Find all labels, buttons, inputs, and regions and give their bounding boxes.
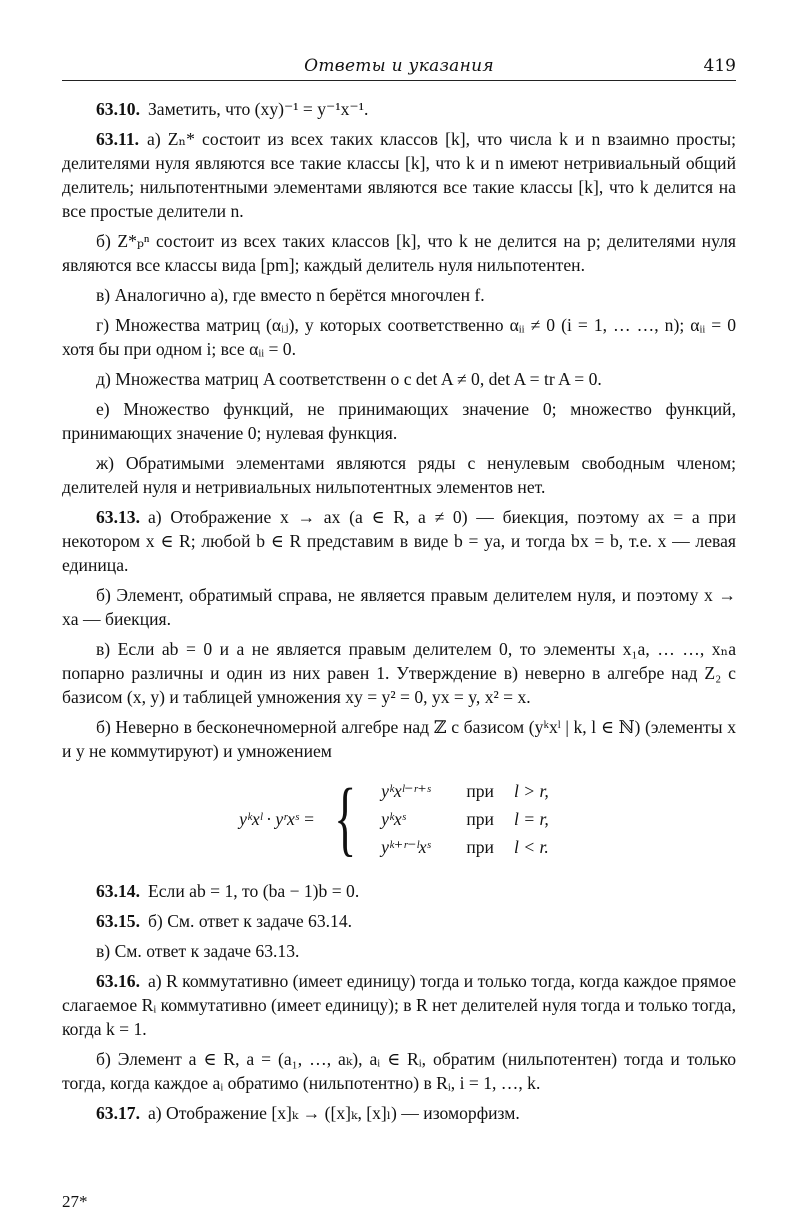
- formula-case-expr: yᵏxˡ⁻ʳ⁺ˢ: [381, 781, 431, 801]
- answer-text: а) R коммутативно (имеет единицу) тогда и только тогда, когда каждое прямое слагаемое Rᵢ коммутативно (имеет единицу); в R нет делителей нуля тогда и только тогда, когда k = 1.: [62, 971, 737, 1039]
- answer-text: б) См. ответ к задаче 63.14.: [147, 911, 353, 931]
- answer-paragraph: [62, 505, 736, 577]
- problem-number: 63.10.: [96, 99, 140, 119]
- formula-case-word: при: [466, 809, 494, 829]
- problem-number: 63.13.: [96, 507, 140, 527]
- page-number: 419: [703, 56, 736, 76]
- answer-paragraph: [62, 939, 736, 963]
- answer-paragraph: [62, 715, 736, 763]
- answer-text: б) Элемент a ∈ R, a = (a₁, …, aₖ), aᵢ ∈ Rᵢ, обратим (нильпотентен) тогда и только тогда, когда каждое aᵢ обратимо (нильпотентно) в Rᵢ, i = 1, …, k.: [62, 1049, 736, 1093]
- header-title: Ответы и указания: [304, 56, 494, 76]
- answer-text: е) Множество функций, не принимающих значение 0; множество функций, принимающих значение 0; нулевая функция.: [62, 399, 736, 443]
- answer-text: в) Аналогично а), где вместо n берётся многочлен f.: [96, 285, 485, 305]
- signature-mark: 27*: [62, 1192, 88, 1211]
- answer-paragraph: [62, 909, 736, 933]
- answers-block-2: [62, 879, 736, 1125]
- answer-paragraph: [62, 879, 736, 903]
- problem-number: 63.11.: [96, 129, 140, 149]
- formula-case-cond: l = r,: [513, 809, 549, 829]
- answer-paragraph: [62, 969, 736, 1041]
- running-header: [62, 52, 736, 81]
- answer-paragraph: [62, 367, 736, 391]
- answers-block-1: [62, 97, 736, 763]
- formula-case-cond: l > r,: [513, 781, 549, 801]
- answer-text: а) Zₙ* состоит из всех таких классов [k], что числа k и n взаимно просты; делителями нуля являются все такие классы [k], что k и n имеют нетривиальный общий делитель; нильпотентными элементами являются все такие классы [k], что k делится на все простые делители n.: [62, 129, 736, 221]
- formula-case-expr: yᵏ⁺ʳ⁻ˡxˢ: [381, 837, 431, 857]
- answer-paragraph: [62, 1101, 736, 1125]
- answer-paragraph: [62, 283, 736, 307]
- formula-cases: [371, 777, 559, 861]
- answer-text: а) Отображение x → ax (a ∈ R, a ≠ 0) — биекция, поэтому ax = a при некотором x ∈ R; любой b ∈ R представим в виде b = ya, и тогда bx = b, т.е. x — левая единица.: [62, 507, 736, 575]
- answer-paragraph: [62, 313, 736, 361]
- answer-text: б) Неверно в бесконечномерной алгебре над ℤ с базисом (yᵏxˡ | k, l ∈ ℕ) (элементы x и y не коммутируют) и умножением: [62, 717, 736, 761]
- answer-text: ж) Обратимыми элементами являются ряды с ненулевым свободным членом; делителей нуля и нетривиальных нильпотентных элементов нет.: [62, 453, 736, 497]
- problem-number: 63.14.: [96, 881, 140, 901]
- formula-case-word: при: [466, 837, 494, 857]
- formula-lhs: yᵏxˡ · yʳxˢ =: [239, 809, 315, 829]
- problem-number: 63.15.: [96, 911, 140, 931]
- formula-case-row: [371, 805, 559, 833]
- answers-body: [62, 97, 736, 1125]
- formula-case-word: при: [466, 781, 494, 801]
- formula-case-row: [371, 777, 559, 805]
- answer-paragraph: [62, 127, 736, 223]
- formula-case-row: [371, 833, 559, 861]
- answer-paragraph: [62, 97, 736, 121]
- answer-paragraph: [62, 637, 736, 709]
- answer-paragraph: [62, 397, 736, 445]
- formula-case-expr: yᵏxˢ: [381, 809, 406, 829]
- piecewise-formula: [62, 772, 736, 865]
- answer-text: в) Если ab = 0 и a не является правым делителем 0, то элементы x₁a, … …, xₙa попарно различны и один из них равен 1. Утверждение в) неверно в алгебре над Z₂ с базисом (x, y) и таблицей умножения xy = y² = 0, yx = y, x² = x.: [62, 639, 736, 707]
- answer-text: б) Z*ₚⁿ состоит из всех таких классов [k], что k не делится на p; делителями нуля являются все классы вида [pm]; каждый делитель нуля нильпотентен.: [62, 231, 736, 275]
- answer-paragraph: [62, 583, 736, 631]
- answer-text: г) Множества матриц (αᵢⱼ), у которых соответственно αᵢᵢ ≠ 0 (i = 1, … …, n); αᵢᵢ = 0 хотя бы при одном i; все αᵢᵢ = 0.: [62, 315, 736, 359]
- answer-text: Если ab = 1, то (ba − 1)b = 0.: [147, 881, 360, 901]
- problem-number: 63.17.: [96, 1103, 140, 1123]
- formula-case-cond: l < r.: [513, 837, 549, 857]
- answer-paragraph: [62, 451, 736, 499]
- answer-text: в) См. ответ к задаче 63.13.: [96, 941, 300, 961]
- answer-text: а) Отображение [x]ₖ → ([x]ₖ, [x]ₗ) — изоморфизм.: [147, 1103, 520, 1123]
- answer-paragraph: [62, 229, 736, 277]
- problem-number: 63.16.: [96, 971, 140, 991]
- answer-text: Заметить, что (xy)⁻¹ = y⁻¹x⁻¹.: [147, 99, 369, 119]
- answer-text: б) Элемент, обратимый справа, не является правым делителем нуля, и поэтому x → xa — биекция.: [62, 585, 736, 629]
- page: [62, 52, 736, 1131]
- answer-paragraph: [62, 1047, 736, 1095]
- formula-brace: {: [333, 772, 357, 865]
- answer-text: д) Множества матриц A соответственн о с det A ≠ 0, det A = tr A = 0.: [96, 369, 602, 389]
